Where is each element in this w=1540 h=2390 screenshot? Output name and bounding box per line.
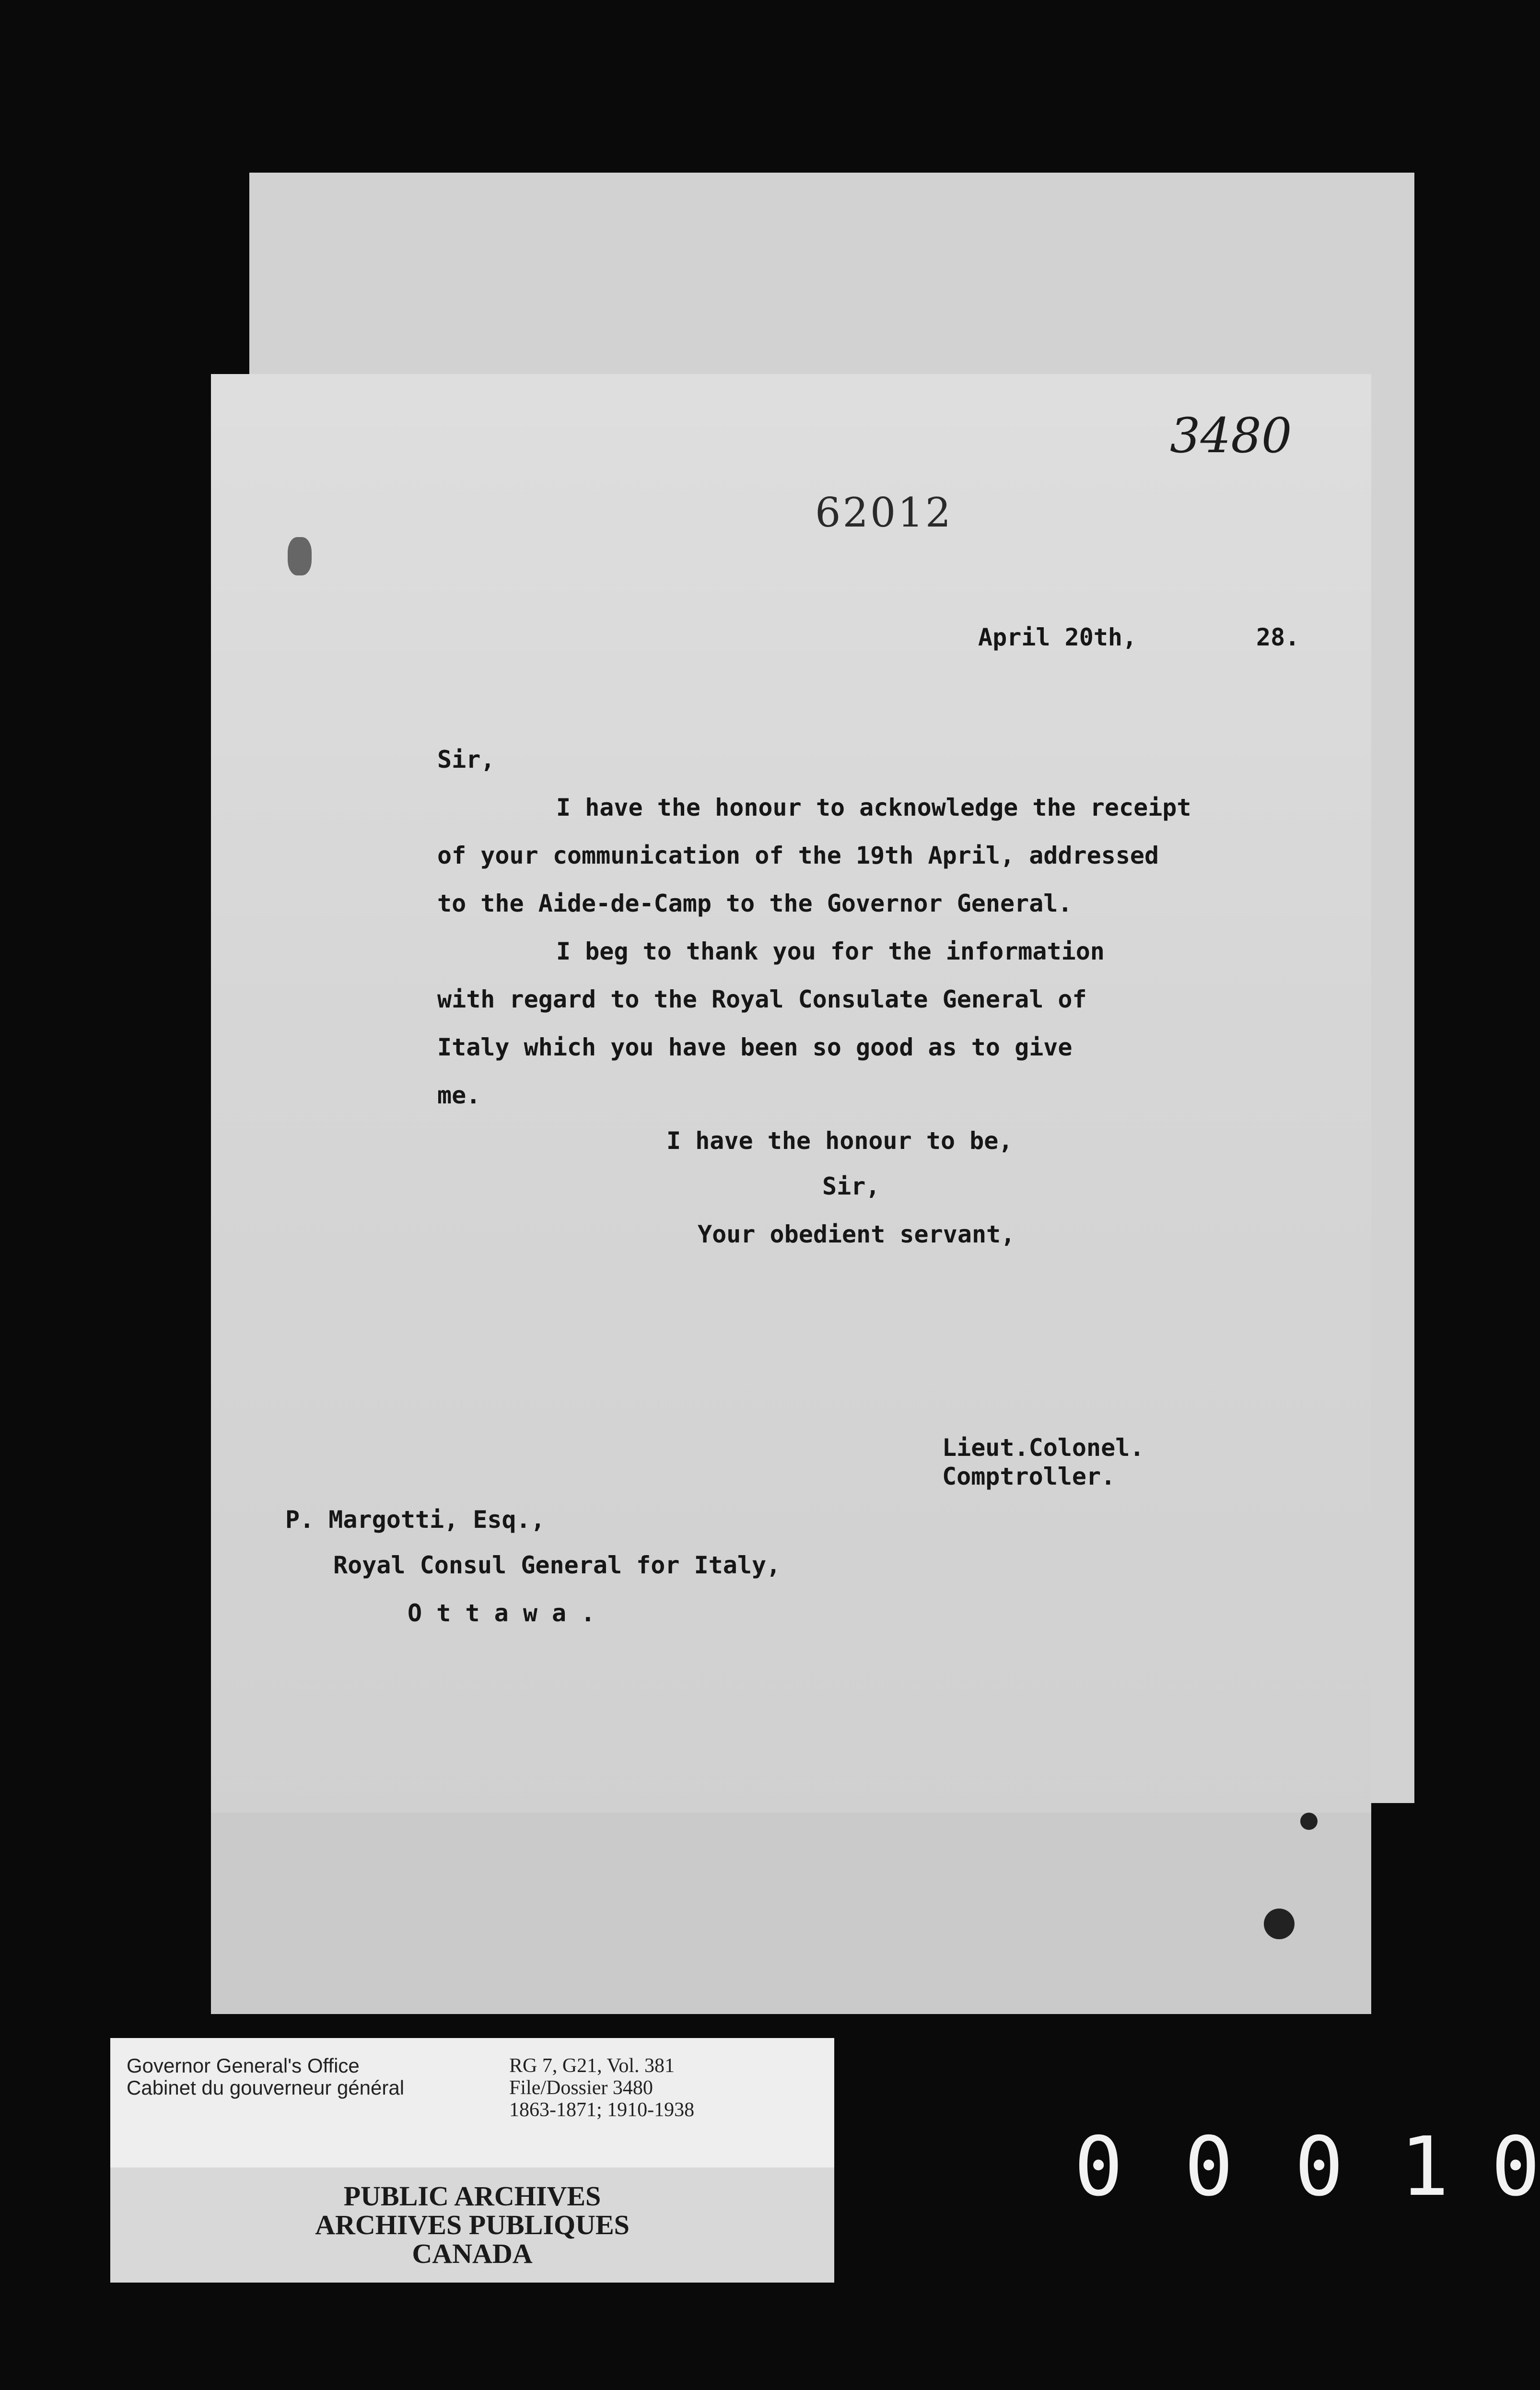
signature-title: Lieut.Colonel. <box>942 1434 1144 1462</box>
recipient-city: O t t a w a . <box>408 1599 595 1627</box>
body-line: I have the honour to acknowledge the receipt <box>556 794 1191 821</box>
office-name-en: Governor General's Office <box>127 2054 360 2077</box>
public-archives-stamp <box>110 2167 834 2283</box>
letter-page-fold <box>211 1813 1371 2014</box>
paper-hole-mark <box>1264 1909 1295 1939</box>
frame-counter-digit: 0 <box>1074 2120 1123 2214</box>
file-number: 62012 <box>815 489 953 536</box>
letter-year: 28. <box>1256 623 1300 651</box>
body-line: with regard to the Royal Consulate General of <box>437 985 1087 1013</box>
frame-counter-digit: 0 <box>1491 2120 1540 2214</box>
letter-date: April 20th, <box>978 623 1137 651</box>
frame-counter-digit: 1 <box>1400 2120 1449 2214</box>
body-line: Italy which you have been so good as to give <box>437 1033 1073 1061</box>
frame-counter-digit: 0 <box>1184 2120 1234 2214</box>
body-line: to the Aide-de-Camp to the Governor General. <box>437 890 1073 917</box>
body-line: me. <box>437 1081 481 1109</box>
stamp-line: PUBLIC ARCHIVES <box>343 2180 601 2212</box>
archive-reference-label <box>110 2038 834 2167</box>
stamp-line: CANADA <box>412 2238 533 2269</box>
closing-line: I have the honour to be, <box>666 1127 1013 1155</box>
file-reference: File/Dossier 3480 <box>509 2077 653 2099</box>
recipient-title: Royal Consul General for Italy, <box>333 1551 781 1579</box>
paper-stain <box>288 537 312 575</box>
recipient-name: P. Margotti, Esq., <box>285 1506 545 1534</box>
body-line: I beg to thank you for the information <box>556 937 1105 965</box>
paper-hole-mark <box>1300 1813 1318 1830</box>
date-range: 1863-1871; 1910-1938 <box>509 2099 695 2121</box>
closing-line: Sir, <box>822 1172 880 1200</box>
closing-line: Your obedient servant, <box>698 1220 1015 1248</box>
stamp-line: ARCHIVES PUBLIQUES <box>315 2209 630 2240</box>
frame-counter-digit: 0 <box>1295 2120 1344 2214</box>
letter-page <box>211 374 1371 2014</box>
signature-title: Comptroller. <box>942 1463 1116 1490</box>
body-line: of your communication of the 19th April, addressed <box>437 842 1159 869</box>
salutation: Sir, <box>437 746 495 773</box>
record-group-reference: RG 7, G21, Vol. 381 <box>509 2055 675 2077</box>
handwritten-file-number: 3480 <box>1170 408 1292 464</box>
office-name-fr: Cabinet du gouverneur général <box>127 2076 405 2099</box>
